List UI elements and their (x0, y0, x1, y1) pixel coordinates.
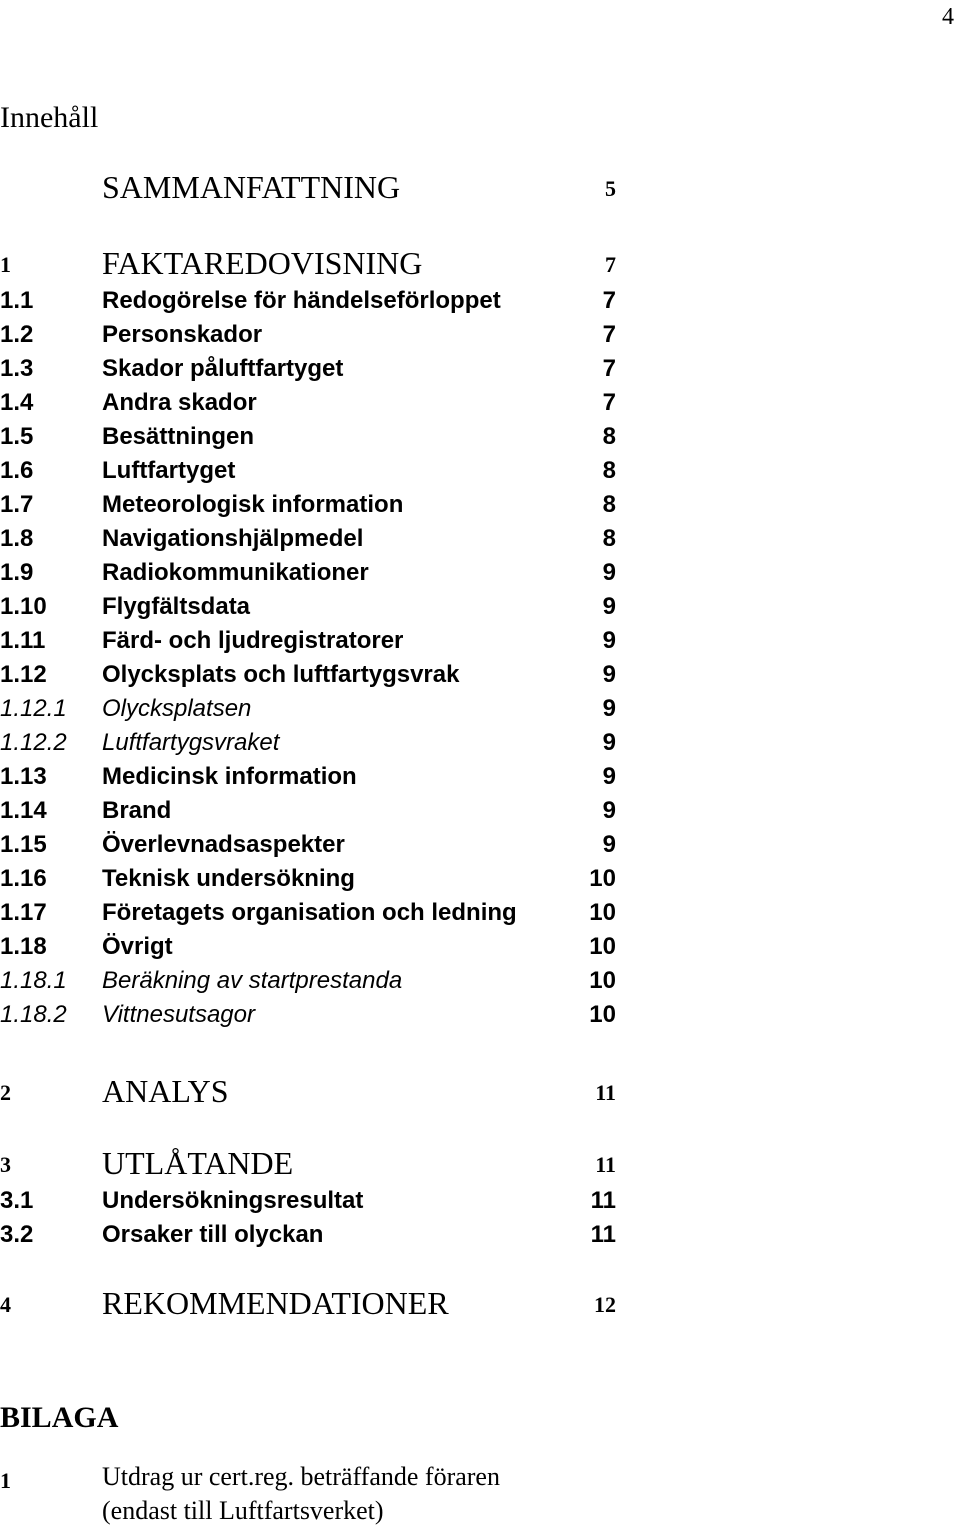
toc-entry-number: 1.4 (0, 389, 34, 416)
toc-entry-number: 1.18 (0, 933, 47, 960)
toc-entry (0, 794, 616, 828)
toc-entry-number: 1 (0, 252, 11, 277)
toc-entry-page: 7 (602, 321, 616, 348)
toc-entry (0, 624, 616, 658)
toc-entry-title: Undersökningsresultat (102, 1187, 364, 1214)
toc-entry (0, 169, 616, 206)
toc-entry-page: 9 (602, 593, 616, 620)
toc-entry (0, 420, 616, 454)
bilaga-heading: BILAGA (0, 1401, 119, 1434)
toc-entry-title: FAKTAREDOVISNING (102, 245, 423, 281)
toc-entry-title: Luftfartygsvraket (102, 729, 280, 756)
toc-entry-page: 5 (605, 176, 616, 201)
toc-entry-number: 3 (0, 1152, 11, 1177)
toc-entry-page: 7 (602, 389, 616, 416)
toc-entry-title: Andra skador (102, 389, 257, 416)
toc-entry (0, 896, 616, 930)
toc-entry-number: 1.2 (0, 321, 34, 348)
toc-entry-title: Olycksplatsen (102, 695, 252, 722)
toc-entry-title: Teknisk undersökning (102, 865, 355, 892)
toc-entry (0, 1145, 616, 1182)
toc-entry (0, 488, 616, 522)
toc-entry-number: 1.14 (0, 797, 47, 824)
toc-entry-page: 7 (602, 355, 616, 382)
toc-entry-page: 9 (602, 797, 616, 824)
toc-entry-page: 10 (589, 899, 616, 926)
toc-entry-title: Orsaker till olyckan (102, 1221, 324, 1248)
toc-entry-title: Olycksplats och luftfartygsvrak (102, 661, 460, 688)
toc-entry (0, 862, 616, 896)
toc-entry-page: 8 (602, 491, 616, 518)
toc-entry-page: 10 (589, 967, 616, 994)
toc-entry-number: 4 (0, 1292, 11, 1317)
toc-entry-title: Radiokommunikationer (102, 559, 369, 586)
toc-entry-number: 1.12.2 (0, 729, 67, 756)
toc-entry-page: 9 (602, 763, 616, 790)
toc-entry-number: 1.5 (0, 423, 34, 450)
bilaga-item-text (102, 1460, 500, 1528)
toc-entry (0, 522, 616, 556)
toc-entry-page: 10 (589, 933, 616, 960)
toc-entry (0, 1073, 616, 1110)
toc-entry-page: 12 (594, 1292, 616, 1317)
toc-entry (0, 998, 616, 1032)
toc-entry-number: 1.9 (0, 559, 34, 586)
toc-entry-title: Vittnesutsagor (102, 1001, 255, 1028)
toc-entry-page: 11 (590, 1221, 616, 1248)
toc-entry-number: 1.13 (0, 763, 47, 790)
toc-entry-title: UTLÅTANDE (102, 1145, 294, 1181)
toc-entry (0, 386, 616, 420)
toc-entry-number: 3.2 (0, 1221, 34, 1248)
toc-entry (0, 1184, 616, 1218)
toc-entry-page: 8 (602, 525, 616, 552)
toc-entry-title: ANALYS (102, 1073, 229, 1109)
toc-entry-page: 9 (602, 729, 616, 756)
page-number: 4 (942, 4, 954, 30)
toc-entry (0, 726, 616, 760)
toc-entry-page: 11 (590, 1187, 616, 1214)
toc-entry-page: 9 (602, 661, 616, 688)
toc-entry-number: 1.11 (0, 627, 46, 654)
toc-entry-number: 1.12.1 (0, 695, 67, 722)
toc-entry-number: 1.10 (0, 593, 47, 620)
toc-entry-title: Övrigt (102, 933, 173, 960)
toc-entry (0, 1285, 616, 1322)
toc-entry-number: 3.1 (0, 1187, 34, 1214)
toc-entry-title: Brand (102, 797, 172, 824)
toc-entry (0, 454, 616, 488)
toc-entry (0, 828, 616, 862)
toc-entry-number: 1.17 (0, 899, 47, 926)
toc-entry (0, 964, 616, 998)
toc-entry-number: 1.6 (0, 457, 34, 484)
toc-entry-title: Färd- och ljudregistratorer (102, 627, 404, 654)
toc-entry-number: 1.18.2 (0, 1001, 67, 1028)
toc-entry-number: 1.12 (0, 661, 47, 688)
toc-entry (0, 318, 616, 352)
toc-entry-number: 1.18.1 (0, 967, 67, 994)
toc-entry-title: Meteorologisk information (102, 491, 404, 518)
toc-entry-page: 7 (602, 287, 616, 314)
toc-entry (0, 352, 616, 386)
toc-entry-title: Luftfartyget (102, 457, 236, 484)
toc-entry-number: 1.3 (0, 355, 34, 382)
toc-entry (0, 590, 616, 624)
toc-entry-title: SAMMANFATTNING (102, 169, 401, 205)
toc-entry-number: 1.8 (0, 525, 34, 552)
toc-entry-title: REKOMMENDATIONER (102, 1285, 449, 1321)
toc-entry-number: 1.7 (0, 491, 34, 518)
toc-entry (0, 245, 616, 282)
toc-entry-title: Medicinsk information (102, 763, 357, 790)
toc-entry-page: 7 (605, 252, 616, 277)
toc-entry-page: 8 (602, 457, 616, 484)
toc-entry-title: Redogörelse för händelseförloppet (102, 287, 501, 314)
toc-entry (0, 1218, 616, 1252)
toc-entry-number: 1.16 (0, 865, 47, 892)
toc-entry (0, 760, 616, 794)
toc-entry-title: Företagets organisation och ledning (102, 899, 517, 926)
bilaga-item-line: (endast till Luftfartsverket) (102, 1496, 384, 1525)
toc-entry-page: 9 (602, 695, 616, 722)
toc-entry-title: Beräkning av startprestanda (102, 967, 403, 994)
toc-entry-number: 1.15 (0, 831, 47, 858)
toc-entry (0, 284, 616, 318)
toc-entry (0, 930, 616, 964)
toc-entry-title: Flygfältsdata (102, 593, 251, 620)
toc-entry (0, 658, 616, 692)
toc-entry-page: 11 (595, 1080, 616, 1105)
toc-entry-title: Navigationshjälpmedel (102, 525, 364, 552)
toc-entry-number: 1.1 (0, 287, 34, 314)
toc-entry-page: 8 (602, 423, 616, 450)
toc-heading: Innehåll (0, 101, 99, 134)
toc-entry (0, 556, 616, 590)
toc-entry (0, 692, 616, 726)
toc-entry-page: 9 (602, 627, 616, 654)
bilaga-item-line: Utdrag ur cert.reg. beträffande föraren (102, 1462, 500, 1491)
toc-entry-page: 10 (589, 865, 616, 892)
toc-entry-title: Skador påluftfartyget (102, 355, 344, 382)
toc-entry-page: 10 (589, 1001, 616, 1028)
toc-entry-title: Besättningen (102, 423, 255, 450)
toc-entry-page: 9 (602, 831, 616, 858)
toc-entry-number: 2 (0, 1080, 11, 1105)
toc-entry-page: 9 (602, 559, 616, 586)
toc-entry-title: Överlevnadsaspekter (102, 831, 345, 858)
toc-entry-title: Personskador (102, 321, 263, 348)
toc-entry-page: 11 (595, 1152, 616, 1177)
bilaga-item-number: 1 (0, 1468, 11, 1493)
